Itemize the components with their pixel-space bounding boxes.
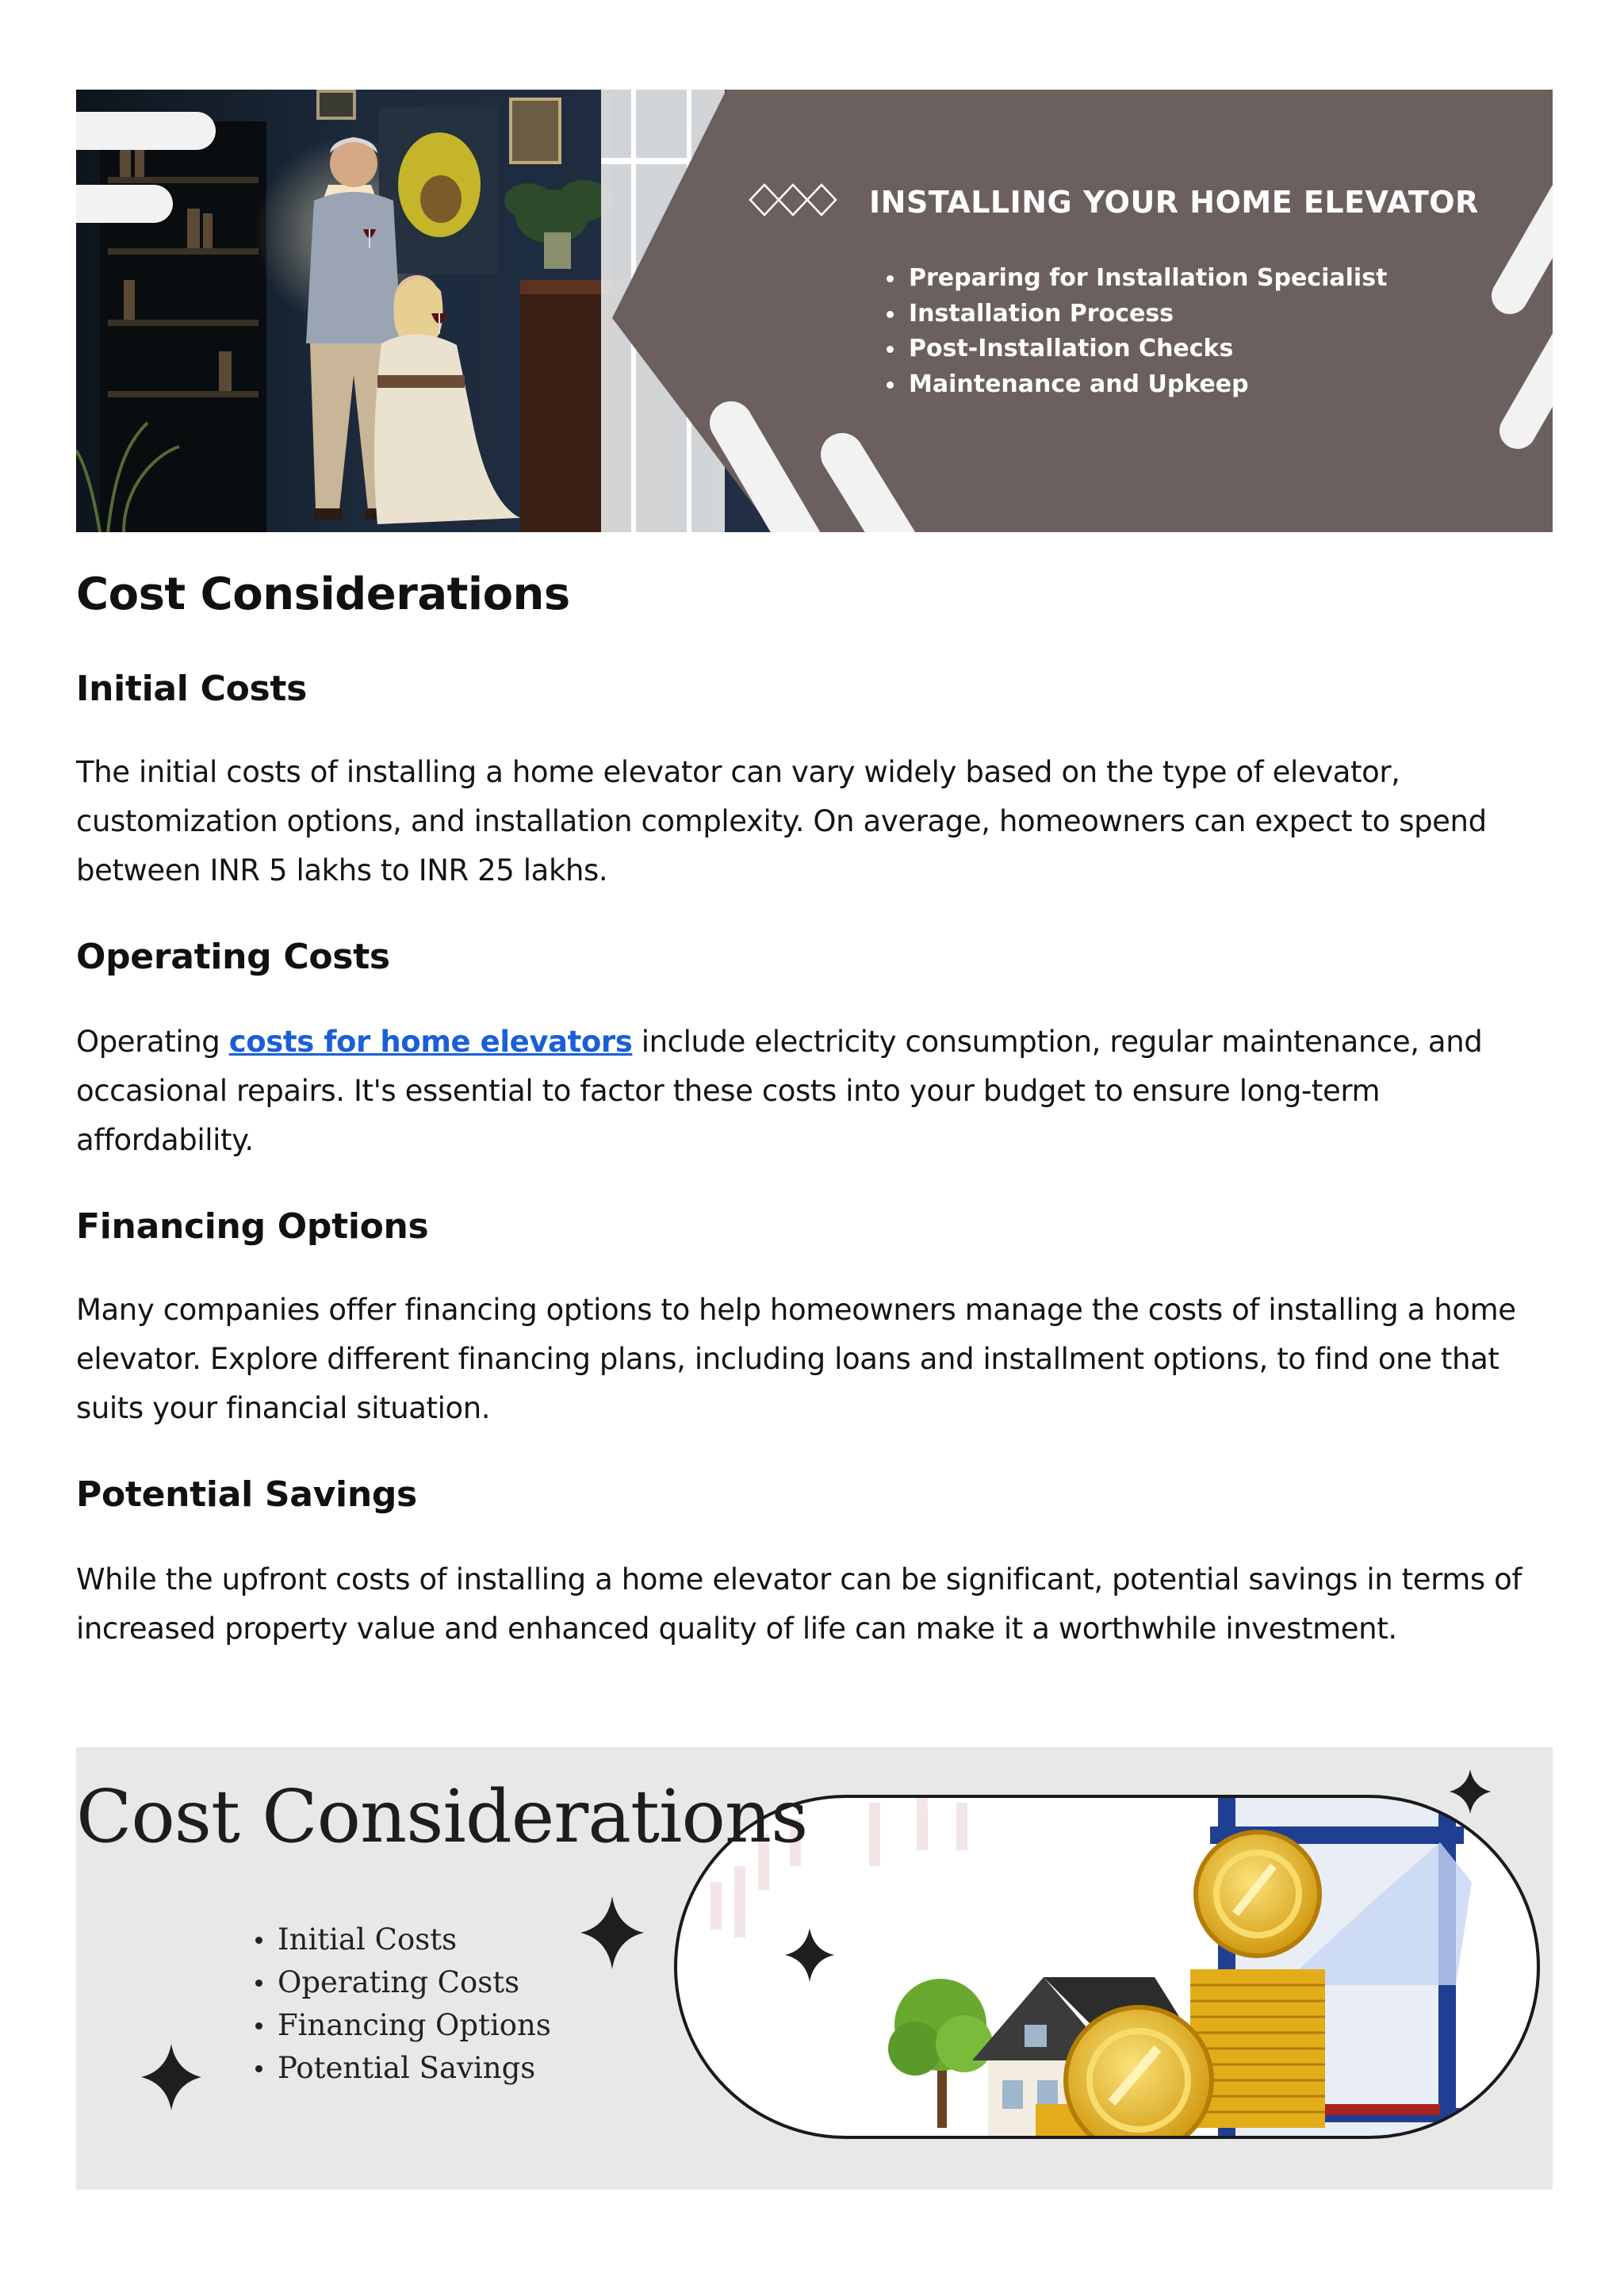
section-heading-potential-savings: Potential Savings bbox=[76, 1474, 417, 1515]
list-item: Initial Costs bbox=[278, 1918, 551, 1961]
list-item: Potential Savings bbox=[278, 2047, 551, 2090]
costs-link[interactable]: costs for home elevators bbox=[228, 1025, 633, 1059]
text-span: Operating bbox=[76, 1025, 229, 1059]
section-text-potential-savings: While the upfront costs of installing a home elevator can be significant, potential savings in terms of increased property value and enhanced quality of life can make it a worthwhile investment. bbox=[76, 1562, 1522, 1646]
banner-title: INSTALLING YOUR HOME ELEVATOR bbox=[869, 185, 1479, 220]
list-item: Installation Process bbox=[909, 297, 1387, 332]
bottom-banner bbox=[76, 1747, 1553, 2190]
list-item: Preparing for Installation Specialist bbox=[909, 261, 1387, 297]
list-item: Operating Costs bbox=[278, 1961, 551, 2004]
list-item: Financing Options bbox=[278, 2004, 551, 2047]
page-title: Cost Considerations bbox=[76, 569, 570, 620]
pill-decoration bbox=[76, 112, 216, 150]
diamond-outline-icon bbox=[747, 182, 839, 218]
top-banner bbox=[76, 90, 1553, 532]
page bbox=[76, 90, 1553, 2085]
list-item: Post-Installation Checks bbox=[909, 332, 1387, 367]
banner2-topic-list bbox=[278, 1918, 551, 2090]
text-span: include electricity consumption, regular maintenance, and occasional repairs. It's essential to factor these costs into your budget to ensure long-term affordability. bbox=[76, 1025, 1483, 1157]
section-text-financing-options: Many companies offer financing options to help homeowners manage the costs of installing a home elevator. Explore different financing plans, including loans and installment options, to find one that suits your financial situation. bbox=[76, 1293, 1516, 1425]
section-text-initial-costs: The initial costs of installing a home elevator can vary widely based on the type of elevator, customization options, and installation complexity. On average, homeowners can expect to spend between INR 5 lakhs to INR 25 lakhs. bbox=[76, 755, 1487, 887]
list-item: Maintenance and Upkeep bbox=[909, 367, 1387, 403]
banner-topic-list bbox=[909, 261, 1387, 402]
section-heading-financing-options: Financing Options bbox=[76, 1206, 429, 1247]
section-heading-operating-costs: Operating Costs bbox=[76, 937, 390, 977]
section-text-operating-costs bbox=[76, 1018, 1553, 1165]
banner2-title: Cost Considerations bbox=[76, 1774, 808, 1859]
pill-decoration bbox=[76, 185, 173, 223]
section-heading-initial-costs: Initial Costs bbox=[76, 669, 308, 709]
